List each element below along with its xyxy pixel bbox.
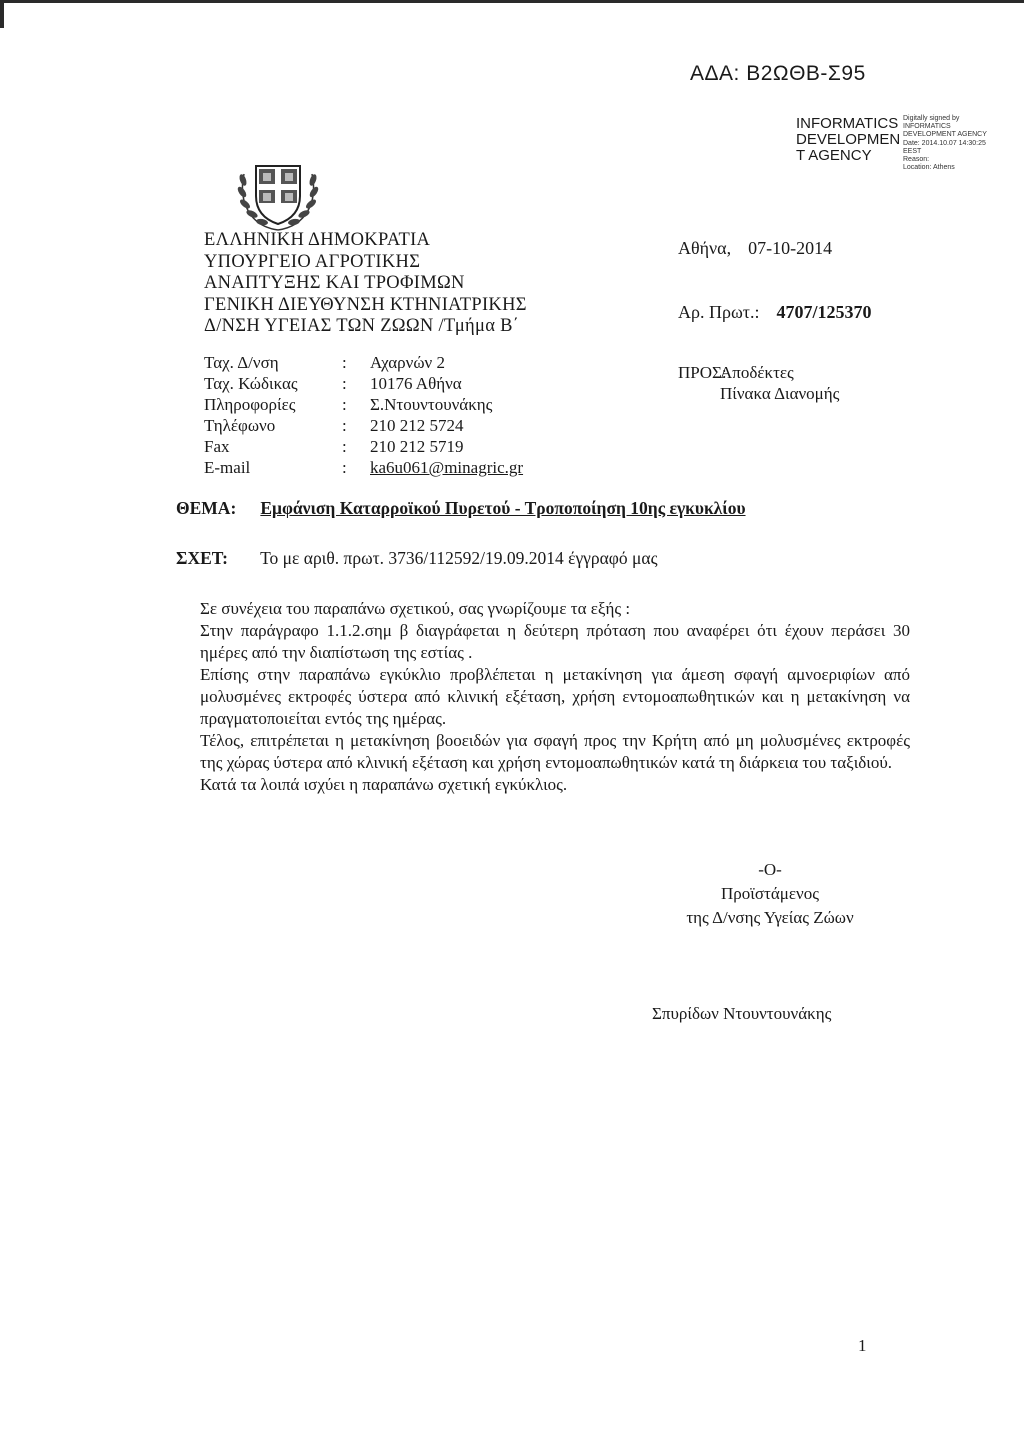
- issuer-header: [204, 230, 527, 338]
- letter-body: [200, 598, 910, 796]
- contact-colon: :: [342, 353, 347, 372]
- signature-detail-line: Digitally signed by: [903, 115, 960, 122]
- header-line: ΥΠΟΥΡΓΕΙΟ ΑΓΡΟΤΙΚΗΣ: [204, 251, 421, 272]
- contact-label: Ταχ. Δ/νση: [204, 353, 279, 372]
- protocol-value: 4707/125370: [776, 302, 872, 322]
- header-line: Δ/ΝΣΗ ΥΓΕΙΑΣ ΤΩΝ ΖΩΩΝ /Τμήμα Β΄: [204, 316, 520, 336]
- body-paragraph: Επίσης στην παραπάνω εγκύκλιο προβλέπεται η μετακίνηση για άμεση σφαγή αμνοεριφίων από μολυσμένες εκτροφές ύστερα από κλινική εξέταση, χρήση εντομοαπωθητικών και η μετακίνηση να πραγματοποιείται εντός της ημέρας.: [200, 665, 910, 728]
- signature-detail-line: Reason:: [903, 156, 930, 164]
- contact-colon: :: [342, 437, 347, 456]
- contact-colon: :: [342, 416, 347, 435]
- closing-title-line: της Δ/νσης Υγείας Ζώων: [686, 908, 854, 927]
- signer-name: Σπυρίδων Ντουντουνάκης: [652, 1004, 832, 1023]
- closing-block: [650, 858, 890, 930]
- recipient-line: Πίνακα Διανομής: [720, 384, 840, 403]
- recipient-line: Αποδέκτες: [720, 363, 794, 382]
- contact-colon: :: [342, 395, 347, 414]
- subject-label: ΘΕΜΑ:: [176, 498, 237, 518]
- closing-separator: -Ο-: [758, 860, 782, 879]
- contact-label: Τηλέφωνο: [204, 416, 276, 435]
- header-line: ΓΕΝΙΚΗ ΔΙΕΥΘΥΝΣΗ ΚΤΗΝΙΑΤΡΙΚΗΣ: [204, 294, 527, 315]
- reference-label: ΣΧΕΤ:: [176, 548, 228, 568]
- digital-signature-details: [903, 115, 1013, 172]
- body-paragraph: Στην παράγραφο 1.1.2.σημ β διαγράφεται η δεύτερη πρόταση που αναφέρει ότι έχουν περάσει 30 ημέρες από την διαπίστωση της εστίας .: [200, 621, 910, 662]
- contact-details: [204, 352, 523, 478]
- body-paragraph: Σε συνέχεια του παραπάνω σχετικού, σας γνωρίζουμε τα εξής :: [200, 599, 631, 618]
- body-paragraph: Κατά τα λοιπά ισχύει η παραπάνω σχετική εγκύκλιος.: [200, 775, 568, 794]
- closing-title-line: Προϊστάμενος: [721, 884, 819, 903]
- signature-detail-line: INFORMATICS: [903, 123, 951, 131]
- signature-detail-line: EEST: [903, 147, 922, 155]
- protocol-label: Αρ. Πρωτ.:: [678, 302, 760, 322]
- reference-value: Το με αριθ. πρωτ. 3736/112592/19.09.2014 έγγραφό μας: [260, 548, 658, 568]
- contact-row: [204, 373, 523, 394]
- contact-label: Πληροφορίες: [204, 395, 296, 414]
- contact-value: Σ.Ντουντουνάκης: [370, 395, 493, 414]
- date-label: Αθήνα,: [678, 238, 732, 258]
- contact-row: [204, 457, 523, 478]
- contact-label: E-mail: [204, 458, 251, 477]
- contact-value: Αχαρνών 2: [370, 353, 445, 372]
- ada-code: ΑΔΑ: Β2ΩΘΒ-Σ95: [690, 62, 866, 85]
- page-number: 1: [858, 1336, 867, 1355]
- signature-detail-line: DEVELOPMENT AGENCY: [903, 131, 987, 139]
- signature-name-line: T AGENCY: [796, 147, 872, 164]
- digital-signature-name: [796, 116, 906, 164]
- contact-colon: :: [342, 458, 347, 477]
- contact-value: 210 212 5719: [370, 437, 464, 456]
- signature-detail-line: Location: Athens: [903, 164, 955, 172]
- subject-value: Εμφάνιση Καταρροϊκού Πυρετού - Τροποποίηση 10ης εγκυκλίου: [260, 498, 746, 518]
- greek-coat-of-arms-icon: [232, 152, 324, 234]
- scan-edge-line: [0, 0, 1024, 3]
- contact-row: [204, 394, 523, 415]
- contact-row: [204, 352, 523, 373]
- contact-label: Ταχ. Κώδικας: [204, 374, 298, 393]
- contact-row: [204, 415, 523, 436]
- contact-label: Fax: [204, 437, 230, 456]
- subject-line: [176, 498, 746, 519]
- body-paragraph: Τέλος, επιτρέπεται η μετακίνηση βοοειδών για σφαγή προς την Κρήτη από μη μολυσμένες εκτροφές της χώρας ύστερα από κλινική εξέταση και χρήση εντομοαπωθητικών κατά τη διάρκεια του ταξιδιού.: [200, 731, 910, 772]
- date-value: 07-10-2014: [748, 238, 833, 258]
- recipients-label: ΠΡΟΣ:: [678, 363, 727, 382]
- contact-row: [204, 436, 523, 457]
- header-line: ΑΝΑΠΤΥΞΗΣ ΚΑΙ ΤΡΟΦΙΜΩΝ: [204, 273, 465, 293]
- scan-edge-mark: [0, 0, 4, 28]
- date-and-protocol: [678, 238, 872, 323]
- recipients-block: [678, 362, 839, 404]
- email-link[interactable]: ka6u061@minagric.gr: [370, 458, 524, 477]
- reference-line: [176, 548, 658, 569]
- signature-detail-line: Date: 2014.10.07 14:30:25: [903, 139, 986, 147]
- signature-name-line: INFORMATICS: [796, 115, 899, 132]
- contact-value: 10176 Αθήνα: [370, 374, 462, 393]
- contact-value: 210 212 5724: [370, 416, 464, 435]
- signature-name-line: DEVELOPMEN: [796, 131, 901, 148]
- contact-colon: :: [342, 374, 347, 393]
- header-line: ΕΛΛΗΝΙΚΗ ΔΗΜΟΚΡΑΤΙΑ: [204, 230, 431, 250]
